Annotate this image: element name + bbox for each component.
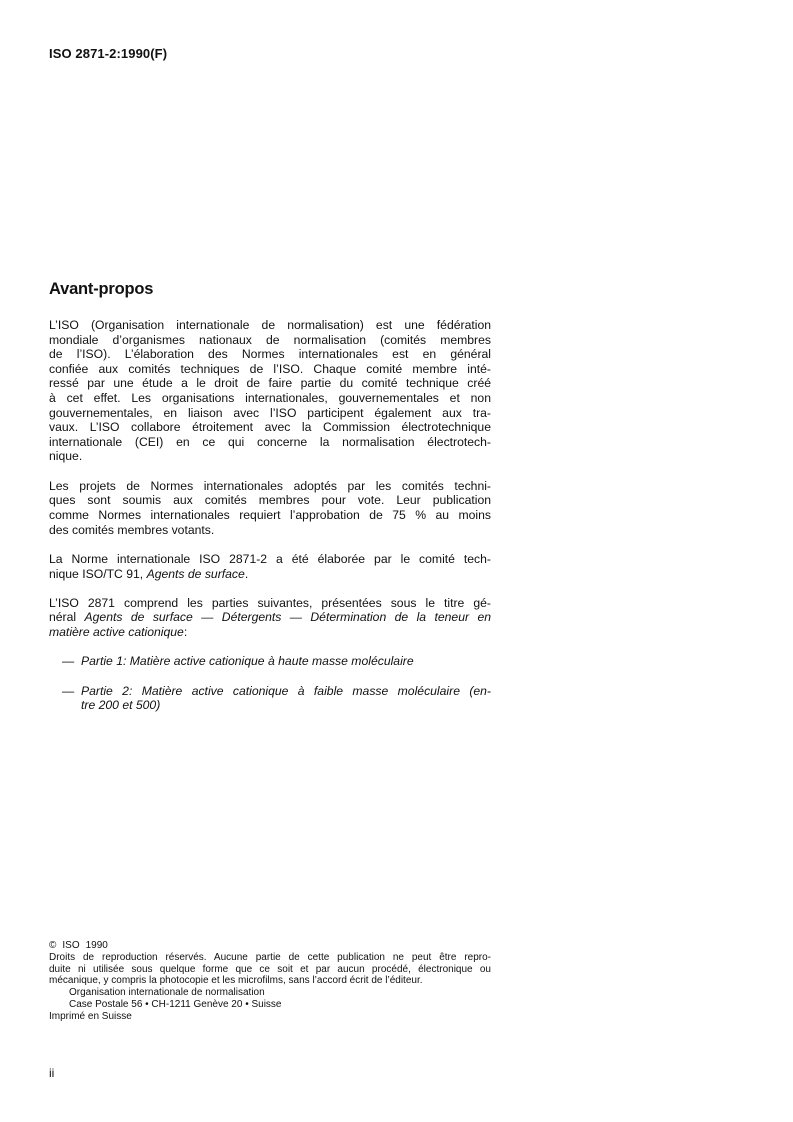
text-line: de l’ISO). L’élaboration des Normes internationales est en général xyxy=(49,347,491,362)
text-line: gouvernementales, en liaison avec l’ISO participent également aux tra- xyxy=(49,405,491,420)
text-span: néral xyxy=(49,610,85,625)
text-span: . xyxy=(244,566,249,581)
text-line: L’ISO (Organisation internationale de normalisation) est une fédération xyxy=(49,318,491,332)
text-line: comme Normes internationales requiert l’approbation de 75 % au moins xyxy=(49,507,491,522)
list-item xyxy=(49,654,491,669)
section-title: Avant-propos xyxy=(49,280,154,298)
text-line xyxy=(49,610,491,625)
rights-line: duite ni utilisée sous quelque forme que ce soit et par aucun procédé, électronique ou xyxy=(49,963,491,975)
text-line: Les projets de Normes internationales adoptés par les comités techni- xyxy=(49,478,491,493)
text-span: nique ISO/TC 91, xyxy=(49,566,147,581)
paragraph-iso-description xyxy=(49,318,491,464)
text-line: Partie 1: Matière active cationique à haute masse moléculaire xyxy=(81,654,414,669)
foreword-body xyxy=(49,318,491,728)
copyright-org: ISO xyxy=(62,940,80,951)
committee-title: Agents de surface xyxy=(146,566,245,581)
document-reference: ISO 2871-2:1990(F) xyxy=(49,46,168,61)
text-line: à cet effet. Les organisations internationales, gouvernementales et non xyxy=(49,390,491,405)
text-line: tre 200 et 500) xyxy=(81,698,161,713)
text-line: La Norme internationale ISO 2871-2 a été élaborée par le comité tech- xyxy=(49,551,491,566)
general-title: Agents de surface — Détergents — Détermination de la teneur en xyxy=(84,610,491,625)
printed-in: Imprimé en Suisse xyxy=(49,1010,132,1022)
copyright-year: 1990 xyxy=(85,940,108,951)
text-line: L’ISO 2871 comprend les parties suivantes, présentées sous le titre gé- xyxy=(49,595,491,610)
text-line: nique. xyxy=(49,449,83,464)
copyright-footer xyxy=(49,940,491,1023)
copyright-notice xyxy=(49,940,491,952)
parts-list xyxy=(49,654,491,713)
page-number: ii xyxy=(49,1066,55,1080)
text-line xyxy=(49,567,491,582)
publisher-address: Case Postale 56 • CH-1211 Genève 20 • Suisse xyxy=(69,998,282,1010)
text-line: ressé par une étude a le droit de faire partie du comité technique créé xyxy=(49,376,491,391)
paragraph-committee xyxy=(49,552,491,581)
text-line xyxy=(49,625,491,640)
publisher-name: Organisation internationale de normalisation xyxy=(69,987,265,999)
text-line: internationale (CEI) en ce qui concerne la normalisation électrotech- xyxy=(49,434,491,449)
paragraph-adoption xyxy=(49,479,491,537)
rights-line: mécanique, y compris la photocopie et les microfilms, sans l’accord écrit de l’éditeur. xyxy=(49,975,423,987)
text-span: : xyxy=(183,625,188,640)
rights-line: Droits de reproduction réservés. Aucune partie de cette publication ne peut être repro- xyxy=(49,951,491,963)
text-line: confiée aux comités techniques de l’ISO. Chaque comité membre inté- xyxy=(49,361,491,376)
dash-bullet: — xyxy=(62,654,75,669)
general-title-cont: matière active cationique xyxy=(49,625,184,640)
text-line: ques sont soumis aux comités membres pour vote. Leur publication xyxy=(49,493,491,508)
text-line: des comités membres votants. xyxy=(49,522,215,537)
dash-bullet: — xyxy=(62,683,75,698)
paragraph-parts-intro xyxy=(49,596,491,640)
text-line: mondiale d’organismes nationaux de normalisation (comités membres xyxy=(49,332,491,347)
text-line: vaux. L’ISO collabore étroitement avec la Commission électrotechnique xyxy=(49,420,491,435)
copyright-icon: © xyxy=(49,940,57,951)
list-item xyxy=(49,684,491,713)
text-line: Partie 2: Matière active cationique à faible masse moléculaire (en- xyxy=(81,683,491,698)
